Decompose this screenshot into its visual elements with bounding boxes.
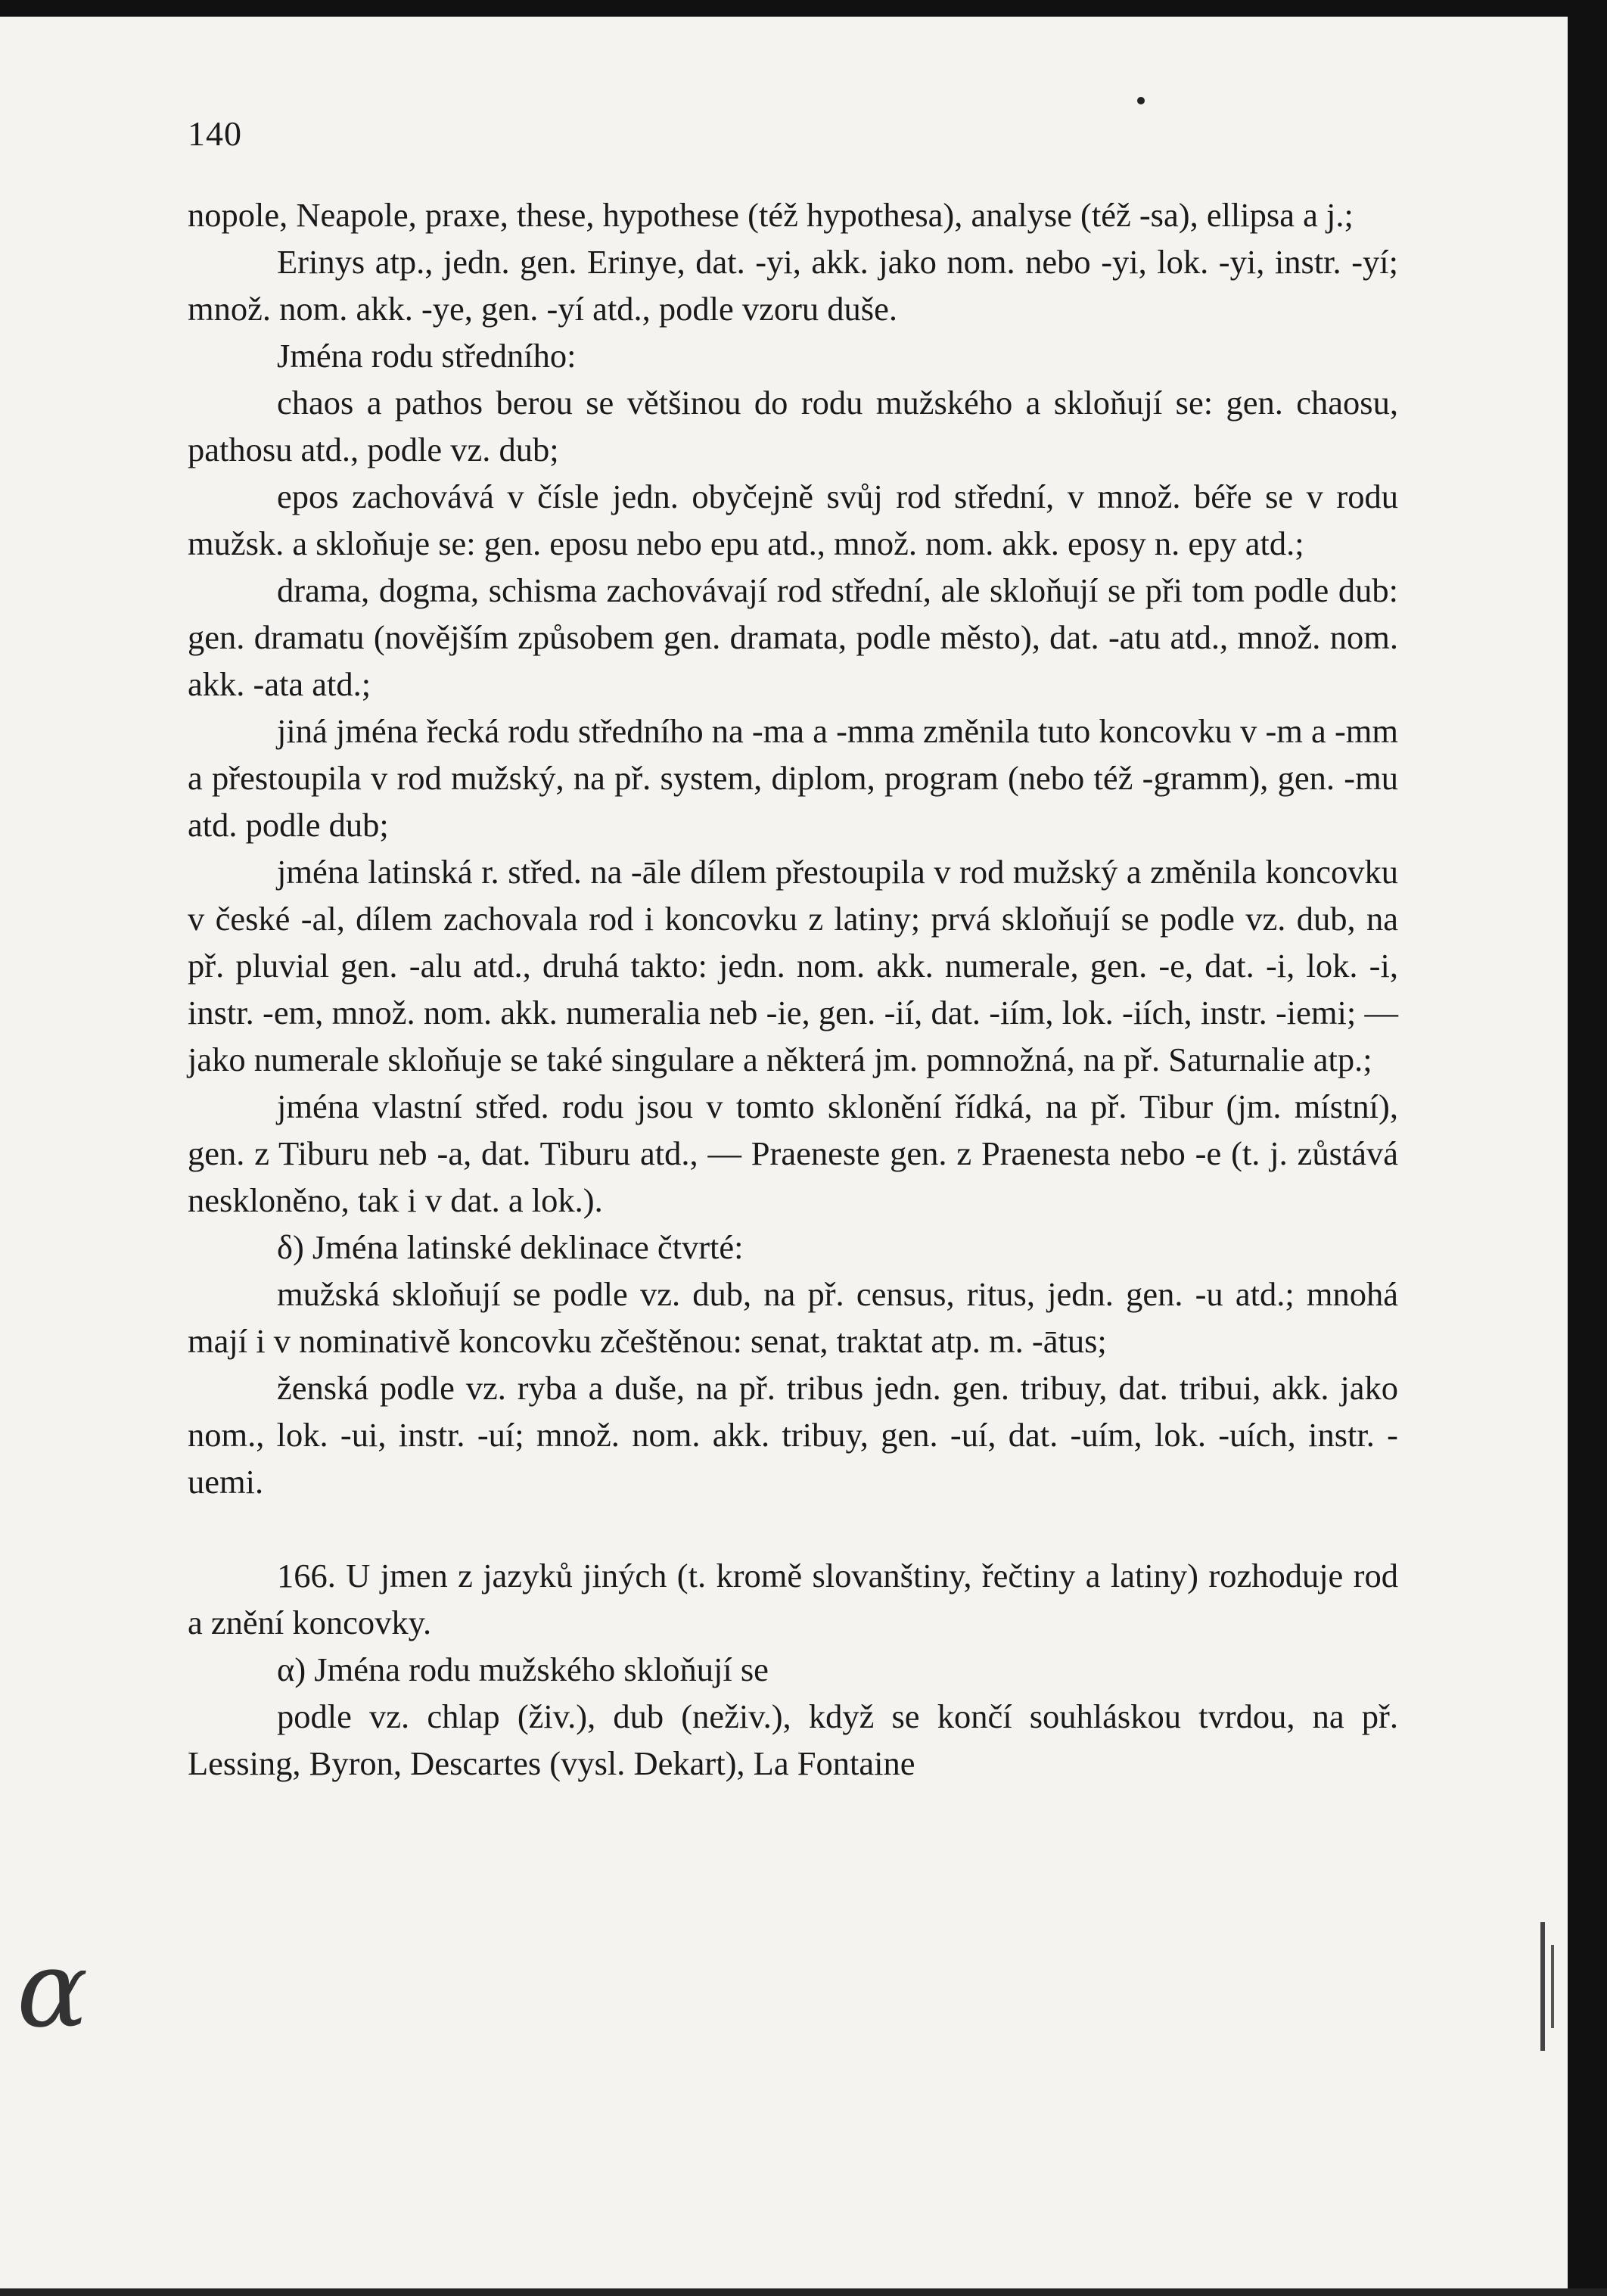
page-body	[188, 191, 1398, 1787]
page-number: 140	[188, 114, 242, 153]
margin-pencil-mark	[1551, 1945, 1554, 2028]
paragraph: podle vz. chlap (živ.), dub (neživ.), když se končí souhláskou tvrdou, na př. Lessing, Byron, Descartes (vysl. Dekart), La Fontaine	[188, 1697, 1398, 1782]
paragraph: ženská podle vz. ryba a duše, na př. tribus jedn. gen. tribuy, dat. tribui, akk. jako nom., lok. -ui, instr. -uí; množ. nom. akk. tribuy, gen. -uí, dat. -uím, lok. -uích, instr. -uemi.	[188, 1369, 1398, 1501]
scan-border-bottom	[0, 2288, 1607, 2296]
margin-handwritten-mark: α	[17, 1928, 89, 2052]
scan-border-top	[0, 0, 1607, 17]
paragraph: Erinys atp., jedn. gen. Erinye, dat. -yi, akk. jako nom. nebo -yi, lok. -yi, instr. -yí; množ. nom. akk. -ye, gen. -yí atd., podle vzoru duše.	[188, 243, 1398, 328]
paragraph: drama, dogma, schisma zachovávají rod střední, ale skloňují se při tom podle dub: gen. dramatu (novějším způsobem gen. dramata, podle město), dat. -atu atd., množ. nom. akk. -ata atd.;	[188, 571, 1398, 703]
paragraph: nopole, Neapole, praxe, these, hypothese (též hypothesa), analyse (též -sa), ellipsa a j.;	[188, 196, 1354, 234]
section-heading: Jména rodu středního:	[277, 337, 577, 375]
paragraph: epos zachovává v čísle jedn. obyčejně svůj rod střední, v množ. béře se v rodu mužsk. a skloňuje se: gen. eposu nebo epu atd., množ. nom. akk. eposy n. epy atd.;	[188, 478, 1398, 562]
section-heading: α) Jména rodu mužského skloňují se	[277, 1650, 769, 1688]
paragraph: jména latinská r. střed. na -āle dílem přestoupila v rod mužský a změnila koncovku v české -al, dílem zachovala rod i koncovku z latiny; prvá skloňují se podle vz. dub, na př. pluvial gen. -alu atd., druhá takto: jedn. nom. akk. numerale, gen. -e, dat. -i, lok. -i, instr. -em, množ. nom. akk. numeralia neb -ie, gen. -ií, dat. -iím, lok. -iích, instr. -iemi; — jako numerale skloňuje se také singulare a některá jm. pomnožná, na př. Saturnalie atp.;	[188, 853, 1398, 1078]
paragraph: mužská skloňují se podle vz. dub, na př. census, ritus, jedn. gen. -u atd.; mnohá mají i v nominativě koncovku zčeštěnou: senat, traktat atp. m. -ātus;	[188, 1275, 1398, 1360]
paragraph: chaos a pathos berou se většinou do rodu mužského a skloňují se: gen. chaosu, pathosu atd., podle vz. dub;	[188, 384, 1398, 468]
book-page	[188, 114, 1398, 1787]
ink-dot	[1137, 97, 1145, 104]
scan-border-right	[1568, 0, 1607, 2296]
section-heading: δ) Jména latinské deklinace čtvrté:	[277, 1228, 744, 1266]
numbered-section: 166. U jmen z jazyků jiných (t. kromě slovanštiny, řečtiny a latiny) rozhoduje rod a znění koncovky.	[188, 1557, 1398, 1641]
paragraph: jiná jména řecká rodu středního na -ma a -mma změnila tuto koncovku v -m a -mm a přestoupila v rod mužský, na př. system, diplom, program (nebo též -gramm), gen. -mu atd. podle dub;	[188, 712, 1398, 844]
paragraph: jména vlastní střed. rodu jsou v tomto sklonění řídká, na př. Tibur (jm. místní), gen. z Tiburu neb -a, dat. Tiburu atd., — Praeneste gen. z Praenesta nebo -e (t. j. zůstává neskloněno, tak i v dat. a lok.).	[188, 1087, 1398, 1219]
margin-pencil-mark	[1540, 1922, 1545, 2051]
